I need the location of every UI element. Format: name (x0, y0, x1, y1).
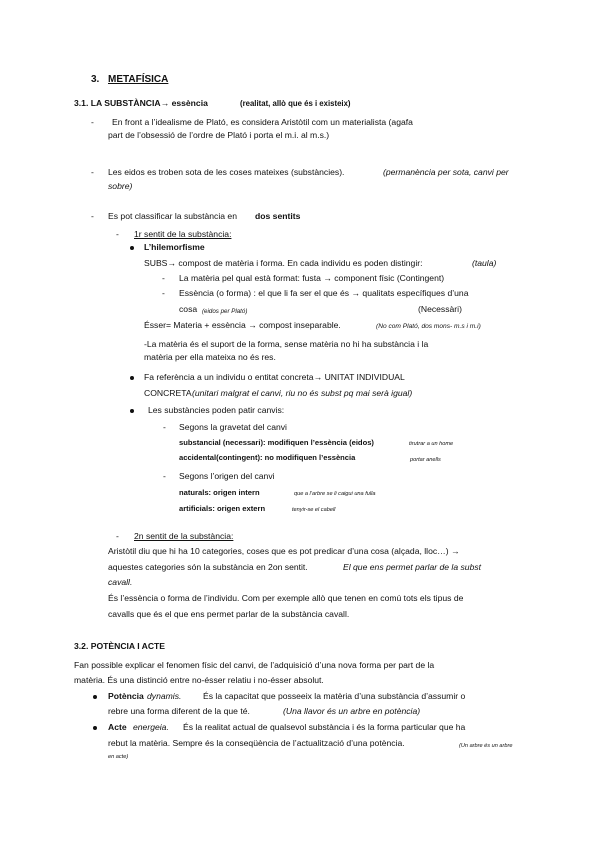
potencia-intro-line1: Fan possible explicar el fenomen físic del canvi, de l’adquisició d’una nova forma per part de la (74, 660, 435, 670)
esser-line: Ésser= Materia + essència → compost inseparable. (144, 320, 341, 330)
acte-line1: És la realitat actual de qualsevol substància i és la forma particular que ha (183, 722, 466, 732)
subsection-heading-potencia: 3.2. POTÈNCIA I ACTE (74, 641, 166, 651)
dash-marker: - (162, 273, 165, 283)
materia-suport-line1: -La matèria és el suport de la forma, sense matèria no hi ha substància i la (144, 339, 429, 349)
artificials-example: tenyir-se el cabell (292, 507, 336, 513)
canvis-line: Les substàncies poden patir canvis: (148, 405, 285, 415)
dash-marker: - (91, 117, 94, 127)
section-title: METAFÍSICA (108, 74, 169, 85)
substancial-line: substancial (necessari): modifiquen l’essència (eidos) (179, 438, 374, 447)
bullet (93, 726, 97, 730)
potencia-line2: rebre una forma diferent de la que té. (108, 706, 250, 716)
artificials-line: artificials: origen extern (179, 504, 266, 513)
acte-example-2: en acte) (108, 754, 129, 760)
gravetat-label: Segons la gravetat del canvi (179, 422, 287, 432)
individu-line2a: CONCRETA (144, 388, 192, 398)
materia-line: La matèria pel qual està format: fusta → component físic (Contingent) (179, 273, 445, 283)
essencia-line1: Essència (o forma) : el que li fa ser el que és → qualitats específiques d’una (179, 288, 469, 298)
bullet (130, 246, 134, 250)
eidos-note-b: sobre) (108, 181, 133, 191)
section-number: 3. (91, 74, 100, 85)
potencia-line1: És la capacitat que posseeix la matèria d’una substància d’assumir o (203, 691, 466, 701)
paragraph-classificar: Es pot classificar la substància en (108, 211, 237, 221)
origen-label: Segons l’origen del canvi (179, 471, 275, 481)
bullet (93, 695, 97, 699)
sense2-label: 2n sentit de la substància: (134, 531, 234, 541)
acte-label: Acte (108, 722, 127, 732)
bullet (130, 409, 134, 413)
substancial-example: tirutrar a un home (409, 441, 454, 447)
dash-marker: - (116, 229, 119, 239)
paragraph-idealisme-line1: En front a l’idealisme de Plató, es considera Aristòtil com un materialista (agafa (112, 117, 413, 127)
naturals-example: que a l’arbre se li caigui una fulla (294, 491, 376, 497)
paragraph-idealisme-line2: part de l’obsessió de l’ordre de Plató i porta el m.i. al m.s.) (108, 130, 330, 140)
materia-suport-line2: matèria per ella mateixa no és res. (144, 352, 276, 362)
accidental-example: portar anells (410, 457, 441, 463)
potencia-intro-line2: matèria. És una distinció entre no-ésser relatiu i no-ésser absolut. (74, 675, 324, 685)
dash-marker: - (91, 211, 94, 221)
dos-sentits: dos sentits (255, 211, 301, 221)
naturals-line: naturals: origen intern (179, 488, 260, 497)
substancia-heading-note: (realitat, allò que és i existeix) (240, 99, 351, 108)
sense1-label: 1r sentit de la substància: (134, 229, 232, 239)
esser-note: (No com Plató, dos mons- m.s i m.i) (376, 323, 481, 330)
dash-marker: - (162, 288, 165, 298)
sense2-line1: Aristòtil diu que hi ha 10 categories, coses que es pot predicar d’una cosa (alçada, lloc…) → (108, 546, 460, 556)
essencia-note: (eidos per Plató) (202, 308, 248, 315)
paragraph-eidos: Les eidos es troben sota de les coses mateixes (substàncies). (108, 167, 345, 177)
dash-marker: - (91, 167, 94, 177)
subs-example: (taula) (472, 258, 497, 268)
eidos-note-a: (permanència per sota, canvi per (383, 167, 509, 177)
sense2-line2a: aquestes categories són la substància en 2on sentit. (108, 562, 308, 572)
individu-line1: Fa referència a un individu o entitat concreta→ UNITAT INDIVIDUAL (144, 372, 405, 382)
acte-term: energeia. (133, 722, 169, 732)
bullet (130, 376, 134, 380)
essencia-line2: cosa (179, 304, 198, 314)
sense2-line5: cavalls que és el que ens permet parlar de la substància cavall. (108, 609, 350, 619)
individu-line2b: (unitari malgrat el canvi, riu no és subst pq mai serà igual) (192, 388, 413, 398)
potencia-example: (Una llavor és un arbre en potència) (283, 706, 421, 716)
essencia-necessari: (Necessàri) (418, 304, 462, 314)
dash-marker: - (163, 471, 166, 481)
sense2-line3: cavall. (108, 577, 133, 587)
sense2-line2b: El que ens permet parlar de la subst (343, 562, 482, 572)
accidental-line: accidental(contingent): no modifiquen l’essència (179, 453, 356, 462)
subsection-heading-substancia: 3.1. LA SUBSTÀNCIA→ essència (74, 98, 208, 108)
potencia-term: dynamis. (147, 691, 182, 701)
dash-marker: - (163, 422, 166, 432)
sense2-line4: És l’essència o forma de l’individu. Com per exemple allò que tenen en comú tots els tipus de (108, 593, 464, 603)
dash-marker: - (116, 531, 119, 541)
hilemorfisme-title: L’hilemorfisme (144, 242, 205, 252)
acte-example-1: (Un arbre és un arbre (459, 743, 513, 749)
acte-line2: rebut la matèria. Sempre és la conseqüència de l’actualització d’una potència. (108, 738, 405, 748)
potencia-label: Potència (108, 691, 144, 701)
subs-line: SUBS→ compost de matèria i forma. En cada individu es poden distingir: (144, 258, 423, 268)
